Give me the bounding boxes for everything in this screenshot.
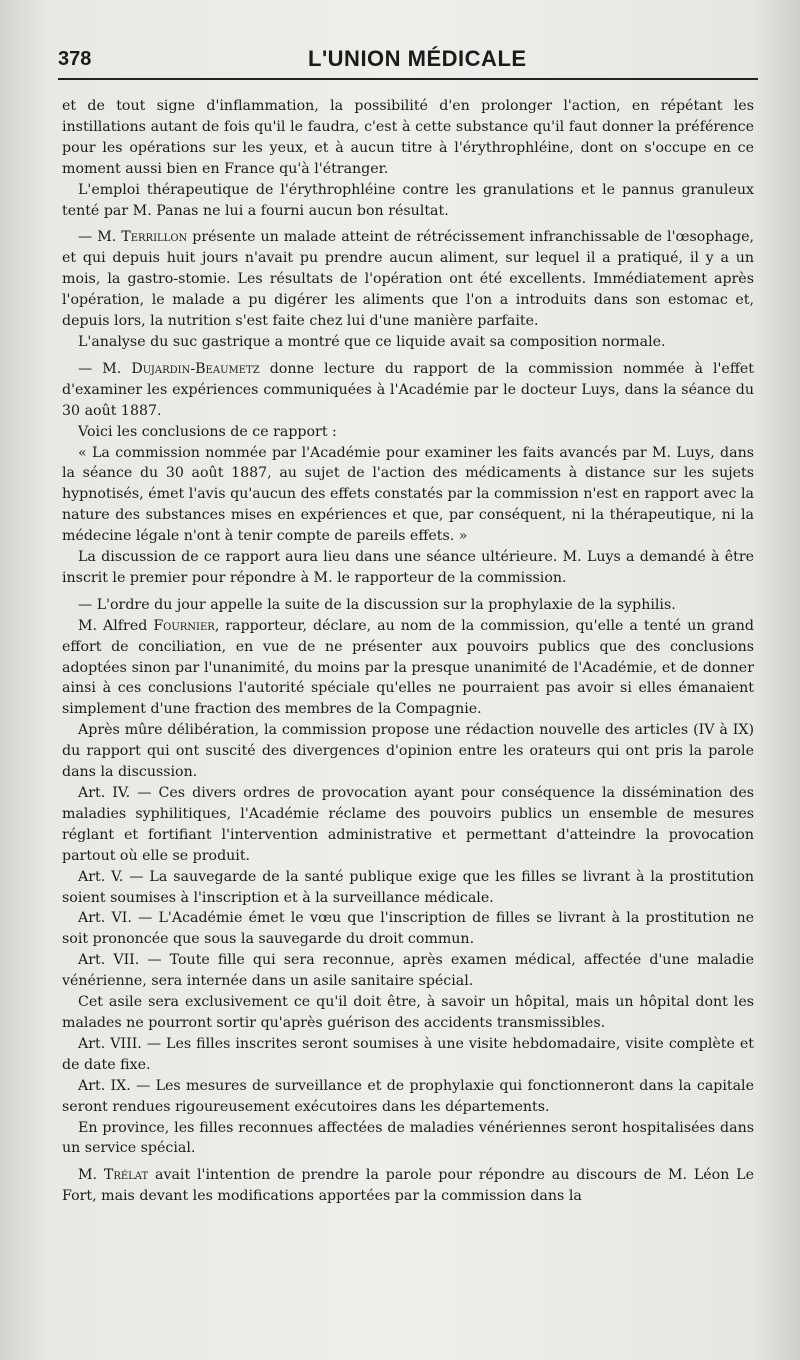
speaker-name: Fournier: [153, 617, 215, 634]
paragraph-8: [62, 547, 754, 589]
article-iv: [62, 783, 754, 867]
paragraph-text: Art. IX. — Les mesures de surveillance et de prophylaxie qui fonctionneront dans la capitale seront rendues rigoureusement exécutoires dans les départements.: [62, 1077, 754, 1115]
paragraph-9: [62, 595, 754, 616]
speaker-prefix: M. Alfred: [78, 617, 154, 634]
article-body: [62, 96, 754, 1207]
article-ix-continued: [62, 1118, 754, 1160]
speaker-prefix: — M.: [78, 229, 122, 246]
paragraph-text: La discussion de ce rapport aura lieu dans une séance ultérieure. M. Luys a demandé à être inscrit le premier pour répondre à M. le rapporteur de la commission.: [62, 549, 754, 586]
speaker-prefix: M.: [78, 1167, 104, 1184]
running-title: L'UNION MÉDICALE: [308, 46, 527, 71]
paragraph-terrillon: [62, 227, 754, 332]
paragraph-text: Après mûre délibération, la commission propose une rédaction nouvelle des articles (IV à IX) du rapport qui ont suscité des divergences d'opinion entre les orateurs qui ont pris la parole dans la discussion.: [62, 722, 754, 781]
paragraph-dujardin: [62, 359, 754, 422]
paragraph-text: Voici les conclusions de ce rapport :: [78, 423, 337, 440]
paragraph-text: donne lecture du rapport de la commission nommée à l'effet d'examiner les expériences communiquées à l'Académie par le docteur Luys, dans la séance du 30 août 1887.: [62, 360, 755, 419]
paragraph-text: L'analyse du suc gastrique a montré que ce liquide avait sa composition normale.: [78, 333, 666, 350]
paragraph-11: [62, 720, 754, 783]
paragraph-text: En province, les filles reconnues affectées de maladies vénériennes seront hospitalisées dans un service spécial.: [62, 1119, 754, 1157]
paragraph-text: présente un malade atteint de rétrécissement infranchissable de l'œsophage, et qui depuis huit jours n'avait pu prendre aucun aliment, sur lequel il a pratiqué, il y a un mois, la gastro-stomie. Les résultats de l'opération ont été excellents. Immédiatement après l'opération, le malade a pu digérer les aliments que l'on a introduits dans son estomac et, depuis lors, la nutrition s'est faite chez lui d'une manière parfaite.: [62, 229, 754, 330]
paragraph-text: et de tout signe d'inflammation, la possibilité d'en prolonger l'action, en répétant les instillations autant de fois qu'il le faudra, c'est à cette substance qu'il faut donner la préférence pour les opérations sur les yeux, et à aucun titre à l'érythrophléine, dont on s'occupe en ce moment aussi bien en France qu'à l'étranger.: [62, 98, 754, 177]
speaker-name: Dujardin-Beaumetz: [131, 360, 260, 377]
article-viii: [62, 1034, 754, 1076]
paragraph-1: [62, 96, 754, 180]
article-ix: [62, 1076, 754, 1118]
article-vii: [62, 950, 754, 992]
article-vi: [62, 908, 754, 950]
paragraph-text: Art. V. — La sauvegarde de la santé publique exige que les filles se livrant à la prostitution soient soumises à l'inscription et à la surveillance médicale.: [62, 868, 754, 906]
page-header: [58, 44, 758, 74]
paragraph-text: Cet asile sera exclusivement ce qu'il doit être, à savoir un hôpital, mais un hôpital dont les malades ne pourront sortir qu'après guérison des accidents transmissibles.: [62, 994, 754, 1031]
paragraph-text: « La commission nommée par l'Académie pour examiner les faits avancés par M. Luys, dans la séance du 30 août 1887, au sujet de l'action des médicaments à distance sur les sujets hypnotisés, émet l'avis qu'aucun des effets constatés par la commission n'est en rapport avec la nature des substances mises en expériences et que, par conséquent, ni la thérapeutique, ni la médecine légale n'ont à tenir compte de pareils effets. »: [62, 444, 754, 545]
paragraph-fournier: [62, 616, 754, 721]
paragraph-text: Art. IV. — Ces divers ordres de provocation ayant pour conséquence la dissémination des maladies syphilitiques, l'Académie réclame des pouvoirs publics un ensemble de mesures réglant et fortifiant l'intervention administrative et permettant d'atteindre la provocation partout où elle se produit.: [62, 785, 754, 864]
paragraph-6: [62, 422, 754, 443]
paragraph-7: [62, 443, 754, 548]
header-rule: [58, 78, 758, 80]
speaker-prefix: — M.: [78, 360, 132, 377]
paragraph-text: avait l'intention de prendre la parole pour répondre au discours de M. Léon Le Fort, mais devant les modifications apportées par la commission dans la: [62, 1167, 754, 1205]
paragraph-text: , rapporteur, déclare, au nom de la commission, qu'elle a tenté un grand effort de conciliation, en vue de ne présenter aux pouvoirs publics que des conclusions adoptées sinon par l'unanimité, du moins par la presque unanimité de l'Académie, et de donner ainsi à ces conclusions l'autorité spéciale qu'elles ne pourraient pas avoir si elles émanaient simplement d'une fraction des membres de la Compagnie.: [62, 617, 754, 718]
speaker-name: Trélat: [103, 1167, 149, 1184]
paragraph-text: Art. VIII. — Les filles inscrites seront soumises à une visite hebdomadaire, visite complète et de date fixe.: [62, 1035, 754, 1073]
page-number: 378: [58, 48, 92, 70]
paragraph-text: Art. VII. — Toute fille qui sera reconnue, après examen médical, affectée d'une maladie vénérienne, sera internée dans un asile sanitaire spécial.: [62, 952, 754, 990]
paragraph-text: L'emploi thérapeutique de l'érythrophléine contre les granulations et le pannus granuleux tenté par M. Panas ne lui a fourni aucun bon résultat.: [62, 181, 754, 219]
speaker-name: Terrillon: [121, 229, 188, 246]
article-vii-continued: [62, 992, 754, 1034]
paragraph-trelat: [62, 1165, 754, 1207]
paragraph-text: — L'ordre du jour appelle la suite de la discussion sur la prophylaxie de la syphilis.: [78, 596, 676, 613]
paragraph-2: [62, 180, 754, 222]
article-v: [62, 867, 754, 909]
paragraph-4: [62, 332, 754, 353]
paragraph-text: Art. VI. — L'Académie émet le vœu que l'inscription de filles se livrant à la prostitution ne soit prononcée que sous la sauvegarde du droit commun.: [62, 910, 754, 948]
